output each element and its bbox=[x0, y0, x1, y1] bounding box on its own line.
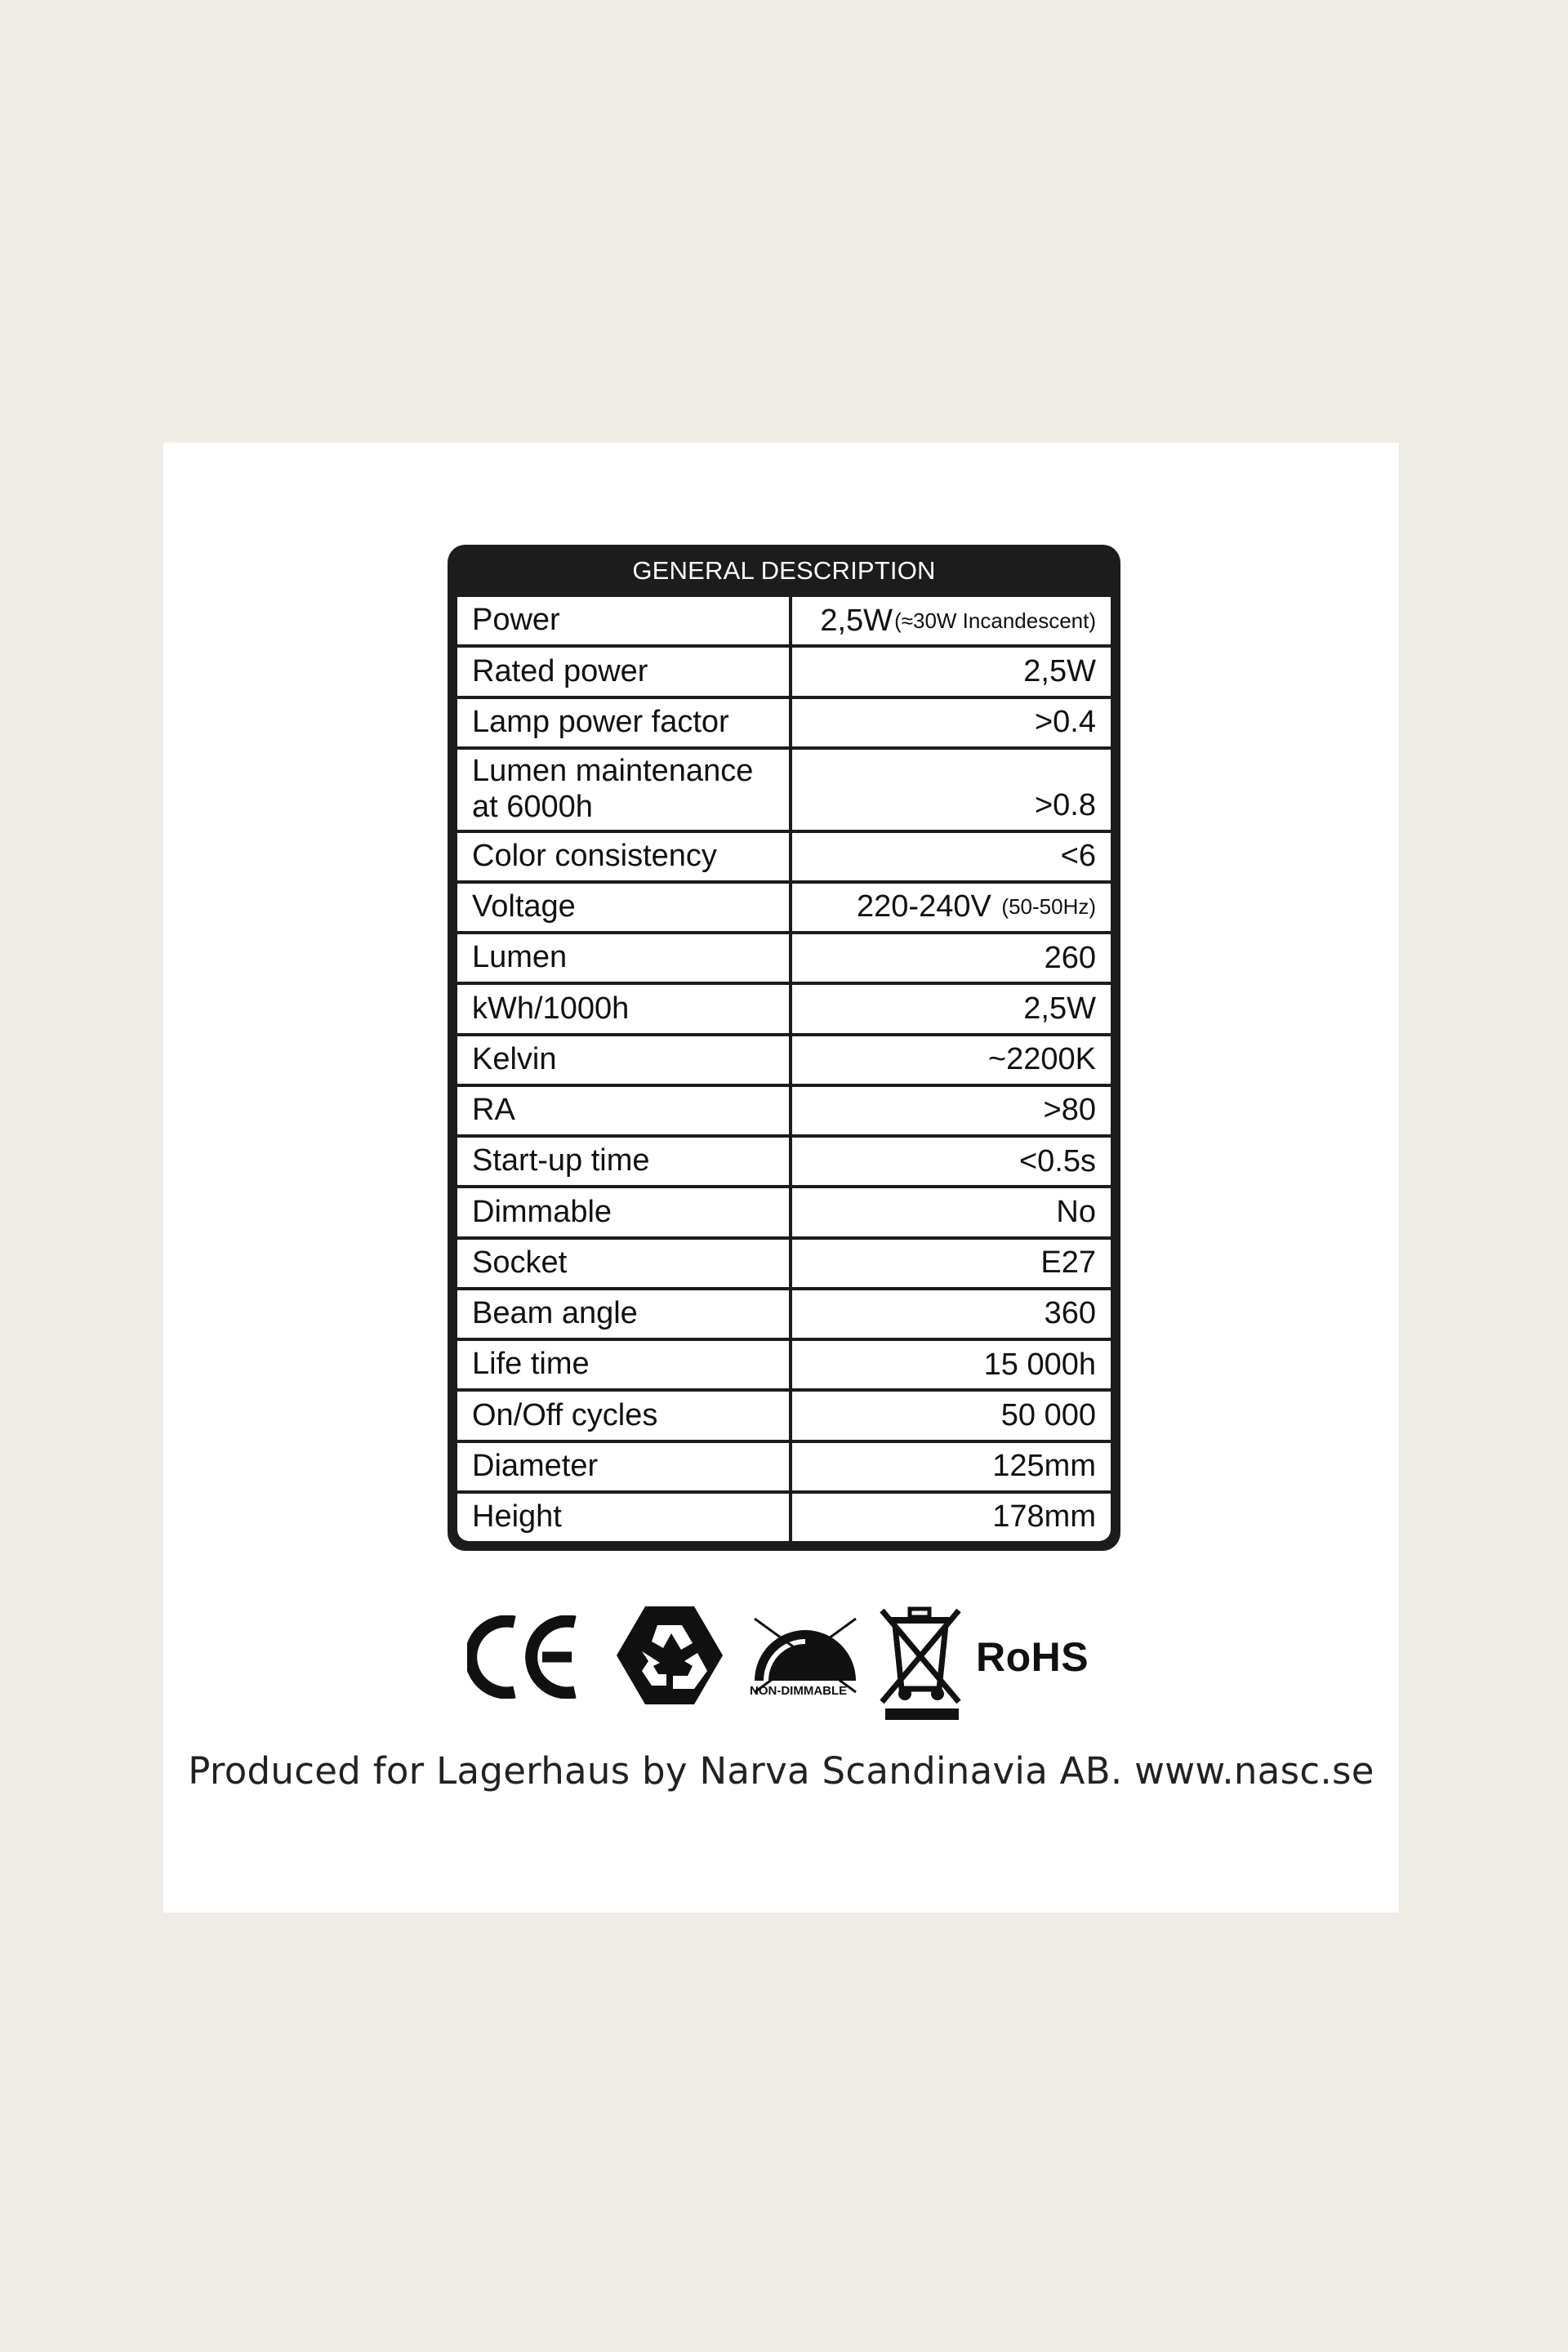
row-value-note: (≈30W Incandescent) bbox=[894, 608, 1096, 633]
table-row bbox=[457, 1134, 1111, 1185]
table-row bbox=[457, 931, 1111, 982]
weee-bin-icon bbox=[877, 1592, 967, 1723]
table-row bbox=[457, 1338, 1111, 1388]
row-label: Lamp power factor bbox=[457, 699, 792, 746]
row-label: Lumen maintenance at 6000h bbox=[457, 750, 792, 830]
rohs-label: RoHS bbox=[976, 1634, 1089, 1680]
row-value: <6 bbox=[1060, 839, 1096, 874]
row-value: 360 bbox=[1044, 1296, 1096, 1331]
row-value: E27 bbox=[1040, 1245, 1096, 1281]
table-row bbox=[457, 1388, 1111, 1439]
recycle-icon bbox=[612, 1602, 727, 1708]
row-label: Rated power bbox=[457, 648, 792, 695]
table-row bbox=[457, 1287, 1111, 1338]
row-value: 125mm bbox=[992, 1449, 1096, 1484]
table-row bbox=[457, 746, 1111, 830]
row-value bbox=[792, 884, 1111, 931]
row-value: 2,5W bbox=[1023, 991, 1096, 1026]
row-label: RA bbox=[457, 1087, 792, 1134]
row-value: <0.5s bbox=[1018, 1143, 1096, 1178]
row-value bbox=[792, 597, 1111, 644]
row-label: Diameter bbox=[457, 1443, 792, 1490]
row-label: Color consistency bbox=[457, 833, 792, 880]
row-label: Height bbox=[457, 1494, 792, 1541]
row-label: Beam angle bbox=[457, 1290, 792, 1338]
row-label: Start-up time bbox=[457, 1138, 792, 1185]
ce-mark-icon bbox=[467, 1615, 583, 1699]
table-row bbox=[457, 1033, 1111, 1084]
row-label: Power bbox=[457, 597, 792, 644]
spec-rows bbox=[457, 597, 1111, 1541]
row-value: ~2200K bbox=[987, 1042, 1096, 1077]
row-value: 15 000h bbox=[983, 1347, 1096, 1382]
table-row bbox=[457, 880, 1111, 931]
table-row bbox=[457, 597, 1111, 644]
spec-table bbox=[448, 545, 1120, 1551]
row-value: >0.4 bbox=[1034, 705, 1096, 740]
table-row bbox=[457, 830, 1111, 880]
spec-table-title: GENERAL DESCRIPTION bbox=[632, 556, 936, 585]
table-row bbox=[457, 982, 1111, 1032]
table-row bbox=[457, 1440, 1111, 1490]
row-value: >80 bbox=[1043, 1093, 1096, 1128]
row-value: 260 bbox=[1044, 940, 1096, 975]
row-value: 178mm bbox=[992, 1499, 1096, 1535]
footer-text: Produced for Lagerhaus by Narva Scandinavia AB. www.nasc.se bbox=[188, 1749, 1374, 1793]
row-value-text: 220-240V bbox=[857, 889, 991, 924]
table-row bbox=[457, 1490, 1111, 1541]
table-row bbox=[457, 644, 1111, 695]
row-label: kWh/1000h bbox=[457, 985, 792, 1032]
non-dimmable-label: NON-DIMMABLE bbox=[750, 1684, 848, 1698]
row-value: No bbox=[1056, 1194, 1096, 1229]
row-label: Voltage bbox=[457, 884, 792, 931]
table-row bbox=[457, 1185, 1111, 1236]
row-value-text: 2,5W bbox=[820, 603, 893, 638]
row-label: Kelvin bbox=[457, 1036, 792, 1084]
row-value: 50 000 bbox=[1000, 1397, 1096, 1432]
table-row bbox=[457, 696, 1111, 746]
row-label: Socket bbox=[457, 1240, 792, 1287]
row-label: Life time bbox=[457, 1341, 792, 1388]
row-value: 2,5W bbox=[1023, 653, 1096, 688]
row-label: Lumen bbox=[457, 934, 792, 982]
table-row bbox=[457, 1084, 1111, 1134]
row-value-note: (50-50Hz) bbox=[1001, 894, 1096, 920]
row-label: On/Off cycles bbox=[457, 1392, 792, 1439]
row-value: >0.8 bbox=[1034, 787, 1096, 822]
table-row bbox=[457, 1236, 1111, 1287]
row-label: Dimmable bbox=[457, 1188, 792, 1236]
